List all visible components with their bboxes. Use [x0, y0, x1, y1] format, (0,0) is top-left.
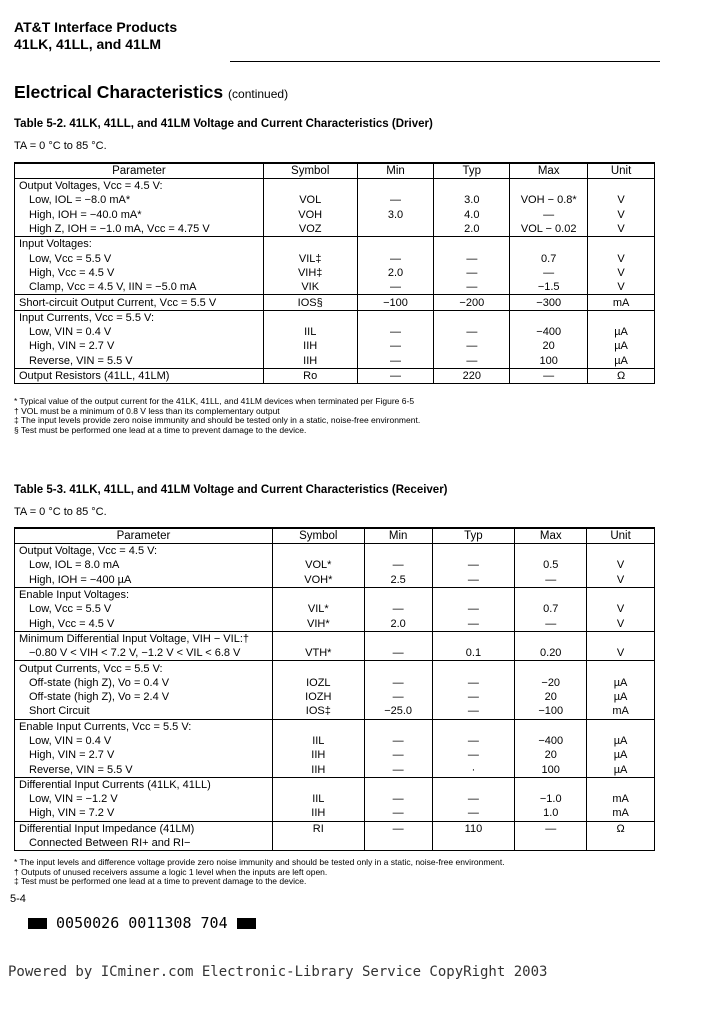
symbol-cell: IIH: [272, 748, 364, 762]
unit-cell: [587, 631, 655, 646]
table2-condition: TA = 0 °C to 85 °C.: [14, 506, 107, 518]
unit-cell: [587, 587, 655, 602]
table-row: [15, 690, 655, 704]
table-row: [15, 836, 655, 851]
typ-cell: [432, 631, 515, 646]
min-cell: —: [357, 251, 434, 265]
min-cell: 2.0: [364, 616, 432, 631]
unit-cell: mA: [587, 792, 655, 806]
min-cell: —: [364, 602, 432, 616]
footer-credit: Powered by ICminer.com Electronic-Library Service CopyRight 2003: [8, 964, 548, 980]
typ-cell: [434, 179, 510, 194]
unit-cell: V: [588, 208, 655, 222]
parameter-cell: Output Voltages, Vcc = 4.5 V:: [15, 179, 264, 194]
min-cell: 2.0: [357, 266, 434, 280]
max-cell: −400: [510, 325, 588, 339]
symbol-cell: IOZH: [272, 690, 364, 704]
typ-cell: —: [432, 602, 515, 616]
parameter-cell: Short Circuit: [15, 704, 273, 719]
parameter-cell: Off-state (high Z), Vo = 2.4 V: [15, 690, 273, 704]
max-cell: −100: [515, 704, 587, 719]
parameter-cell: Low, VIN = 0.4 V: [15, 325, 264, 339]
parameter-cell: Input Currents, Vcc = 5.5 V:: [15, 310, 264, 325]
min-cell: [357, 237, 434, 252]
parameter-cell: High, VIN = 7.2 V: [15, 806, 273, 821]
table1-caption: Table 5-2. 41LK, 41LL, and 41LM Voltage and Current Characteristics (Driver): [14, 118, 433, 130]
typ-cell: [432, 544, 515, 559]
max-cell: VOL − 0.02: [510, 222, 588, 237]
table-row: [15, 544, 655, 559]
min-cell: —: [364, 690, 432, 704]
table-row: [15, 734, 655, 748]
unit-cell: V: [588, 280, 655, 295]
table-row: [15, 661, 655, 676]
table-row: [15, 587, 655, 602]
typ-cell: —: [432, 734, 515, 748]
footnote: ‡ Test must be performed one lead at a time to prevent damage to the device.: [14, 876, 307, 887]
table-row: [15, 821, 655, 836]
max-cell: 1.0: [515, 806, 587, 821]
parameter-cell: High, Vcc = 4.5 V: [15, 616, 273, 631]
min-cell: —: [364, 762, 432, 777]
symbol-cell: Ro: [263, 368, 357, 383]
min-cell: —: [364, 792, 432, 806]
symbol-cell: [272, 777, 364, 792]
table2-header-row: [15, 528, 655, 544]
unit-cell: µA: [587, 676, 655, 690]
max-cell: −20: [515, 676, 587, 690]
column-header: Symbol: [263, 163, 357, 179]
typ-cell: —: [432, 676, 515, 690]
max-cell: [510, 310, 588, 325]
min-cell: —: [364, 821, 432, 836]
symbol-cell: IIH: [272, 762, 364, 777]
column-header: Max: [510, 163, 588, 179]
unit-cell: µA: [588, 339, 655, 353]
typ-cell: [432, 777, 515, 792]
max-cell: [515, 836, 587, 851]
typ-cell: —: [434, 325, 510, 339]
typ-cell: [432, 661, 515, 676]
unit-cell: [587, 661, 655, 676]
footnote: ‡ The input levels provide zero noise immunity and should be tested only in a static, noise-free environment.: [14, 415, 421, 426]
min-cell: [364, 544, 432, 559]
column-header: Parameter: [15, 528, 273, 544]
max-cell: [515, 777, 587, 792]
min-cell: −100: [357, 295, 434, 310]
column-header: Min: [357, 163, 434, 179]
symbol-cell: [263, 237, 357, 252]
unit-cell: [588, 237, 655, 252]
max-cell: 0.7: [510, 251, 588, 265]
table-row: [15, 762, 655, 777]
max-cell: —: [510, 266, 588, 280]
header-rule: [230, 61, 660, 62]
parameter-cell: High, VIN = 2.7 V: [15, 748, 273, 762]
column-header: Unit: [587, 528, 655, 544]
table-row: [15, 339, 655, 353]
header-company: AT&T Interface Products: [14, 19, 178, 35]
min-cell: [357, 310, 434, 325]
min-cell: —: [357, 354, 434, 369]
table-row: [15, 208, 655, 222]
symbol-cell: IIH: [272, 806, 364, 821]
symbol-cell: VOL: [263, 193, 357, 207]
unit-cell: mA: [587, 806, 655, 821]
barcode: [28, 914, 256, 932]
symbol-cell: IIL: [272, 734, 364, 748]
page-title-suffix: (continued): [228, 87, 289, 101]
footnote: § Test must be performed one lead at a time to prevent damage to the device.: [14, 424, 307, 435]
max-cell: —: [515, 821, 587, 836]
max-cell: VOH − 0.8*: [510, 193, 588, 207]
parameter-cell: High, IOH = −400 µA: [15, 573, 273, 588]
typ-cell: —: [432, 616, 515, 631]
max-cell: −300: [510, 295, 588, 310]
parameter-cell: Low, Vcc = 5.5 V: [15, 251, 264, 265]
parameter-cell: Reverse, VIN = 5.5 V: [15, 762, 273, 777]
footnote: * Typical value of the output current for the 41LK, 41LL, and 41LM devices when terminated per Figure 6-5: [14, 396, 415, 406]
unit-cell: Ω: [587, 821, 655, 836]
parameter-cell: Short-circuit Output Current, Vcc = 5.5 V: [15, 295, 264, 310]
column-header: Unit: [588, 163, 655, 179]
table-row: [15, 193, 655, 207]
min-cell: —: [364, 748, 432, 762]
min-cell: —: [357, 368, 434, 383]
typ-cell: —: [434, 280, 510, 295]
unit-cell: V: [587, 573, 655, 588]
table-row: [15, 368, 655, 383]
min-cell: —: [364, 646, 432, 661]
min-cell: [364, 661, 432, 676]
table1-condition: TA = 0 °C to 85 °C.: [14, 140, 107, 152]
unit-cell: [587, 719, 655, 734]
min-cell: —: [357, 193, 434, 207]
page-title: [14, 82, 288, 103]
footnote: * The input levels and difference voltage provide zero noise immunity and should be tested only in a static, noise-free environment.: [14, 857, 505, 867]
typ-cell: 4.0: [434, 208, 510, 222]
max-cell: 0.7: [515, 602, 587, 616]
typ-cell: —: [434, 251, 510, 265]
table-row: [15, 748, 655, 762]
symbol-cell: VIL‡: [263, 251, 357, 265]
unit-cell: mA: [587, 704, 655, 719]
parameter-cell: Low, Vcc = 5.5 V: [15, 602, 273, 616]
table-row: [15, 719, 655, 734]
column-header: Typ: [434, 163, 510, 179]
typ-cell: 3.0: [434, 193, 510, 207]
parameter-cell: Off-state (high Z), Vo = 0.4 V: [15, 676, 273, 690]
typ-cell: [432, 836, 515, 851]
min-cell: [364, 587, 432, 602]
unit-cell: V: [587, 616, 655, 631]
symbol-cell: [263, 310, 357, 325]
typ-cell: ·: [432, 762, 515, 777]
page-number: 5-4: [10, 893, 26, 905]
typ-cell: —: [432, 704, 515, 719]
parameter-cell: Enable Input Voltages:: [15, 587, 273, 602]
max-cell: −1.5: [510, 280, 588, 295]
typ-cell: —: [432, 690, 515, 704]
page-title-text: Electrical Characteristics: [14, 82, 224, 102]
symbol-cell: VOH: [263, 208, 357, 222]
symbol-cell: IIL: [272, 792, 364, 806]
table-row: [15, 616, 655, 631]
parameter-cell: Connected Between RI+ and RI−: [15, 836, 273, 851]
max-cell: [515, 587, 587, 602]
min-cell: [357, 222, 434, 237]
symbol-cell: IOZL: [272, 676, 364, 690]
symbol-cell: IOS§: [263, 295, 357, 310]
barcode-block-left: [28, 918, 47, 929]
max-cell: [515, 719, 587, 734]
unit-cell: [588, 179, 655, 194]
table-row: [15, 325, 655, 339]
parameter-cell: Output Voltage, Vcc = 4.5 V:: [15, 544, 273, 559]
min-cell: [357, 179, 434, 194]
footnote: † VOL must be a minimum of 0.8 V less than its complementary output: [14, 405, 280, 416]
min-cell: [364, 719, 432, 734]
symbol-cell: VIL*: [272, 602, 364, 616]
unit-cell: V: [588, 251, 655, 265]
max-cell: 100: [515, 762, 587, 777]
document-header: [14, 19, 177, 53]
table-row: [15, 295, 655, 310]
table-row: [15, 631, 655, 646]
parameter-cell: Low, VIN = 0.4 V: [15, 734, 273, 748]
parameter-cell: Minimum Differential Input Voltage, VIH − VIL:†: [15, 631, 273, 646]
min-cell: —: [364, 734, 432, 748]
table-row: [15, 251, 655, 265]
column-header: Min: [364, 528, 432, 544]
symbol-cell: VIH‡: [263, 266, 357, 280]
table-row: [15, 646, 655, 661]
table2-caption: Table 5-3. 41LK, 41LL, and 41LM Voltage and Current Characteristics (Receiver): [14, 484, 448, 496]
typ-cell: [432, 587, 515, 602]
max-cell: —: [515, 573, 587, 588]
parameter-cell: High, IOH = −40.0 mA*: [15, 208, 264, 222]
symbol-cell: IIH: [263, 354, 357, 369]
unit-cell: µA: [587, 748, 655, 762]
unit-cell: µA: [588, 354, 655, 369]
max-cell: [515, 544, 587, 559]
max-cell: 20: [515, 748, 587, 762]
typ-cell: —: [432, 573, 515, 588]
header-devices: 41LK, 41LL, and 41LM: [14, 36, 162, 52]
max-cell: —: [515, 616, 587, 631]
min-cell: [364, 631, 432, 646]
parameter-cell: Reverse, VIN = 5.5 V: [15, 354, 264, 369]
symbol-cell: RI: [272, 821, 364, 836]
symbol-cell: VOZ: [263, 222, 357, 237]
parameter-cell: −0.80 V < VIH < 7.2 V, −1.2 V < VIL < 6.8 V: [15, 646, 273, 661]
max-cell: —: [510, 208, 588, 222]
min-cell: −25.0: [364, 704, 432, 719]
parameter-cell: Enable Input Currents, Vcc = 5.5 V:: [15, 719, 273, 734]
symbol-cell: VOL*: [272, 558, 364, 572]
max-cell: —: [510, 368, 588, 383]
column-header: Symbol: [272, 528, 364, 544]
typ-cell: [432, 719, 515, 734]
typ-cell: 2.0: [434, 222, 510, 237]
symbol-cell: IOS‡: [272, 704, 364, 719]
table-row: [15, 280, 655, 295]
typ-cell: —: [432, 558, 515, 572]
symbol-cell: VTH*: [272, 646, 364, 661]
symbol-cell: VIH*: [272, 616, 364, 631]
typ-cell: —: [432, 748, 515, 762]
symbol-cell: IIH: [263, 339, 357, 353]
table1-header-row: [15, 163, 655, 179]
max-cell: 20: [515, 690, 587, 704]
table-row: [15, 777, 655, 792]
max-cell: 0.20: [515, 646, 587, 661]
table-row: [15, 310, 655, 325]
table2-notes: [14, 858, 505, 887]
table1-driver-characteristics: [14, 162, 655, 384]
table-row: [15, 573, 655, 588]
typ-cell: —: [432, 792, 515, 806]
parameter-cell: Output Resistors (41LL, 41LM): [15, 368, 264, 383]
parameter-cell: High, VIN = 2.7 V: [15, 339, 264, 353]
max-cell: [510, 237, 588, 252]
typ-cell: [434, 310, 510, 325]
unit-cell: V: [587, 646, 655, 661]
typ-cell: 0.1: [432, 646, 515, 661]
unit-cell: µA: [587, 734, 655, 748]
min-cell: —: [357, 325, 434, 339]
symbol-cell: IIL: [263, 325, 357, 339]
parameter-cell: Low, VIN = −1.2 V: [15, 792, 273, 806]
min-cell: 3.0: [357, 208, 434, 222]
parameter-cell: Differential Input Impedance (41LM): [15, 821, 273, 836]
typ-cell: —: [432, 806, 515, 821]
max-cell: 20: [510, 339, 588, 353]
unit-cell: V: [588, 222, 655, 237]
unit-cell: [587, 544, 655, 559]
parameter-cell: Input Voltages:: [15, 237, 264, 252]
parameter-cell: High, Vcc = 4.5 V: [15, 266, 264, 280]
unit-cell: [587, 777, 655, 792]
footnote: † Outputs of unused receivers assume a logic 1 level when the inputs are left open.: [14, 866, 328, 877]
table2-receiver-characteristics: [14, 527, 655, 851]
parameter-cell: Differential Input Currents (41LK, 41LL): [15, 777, 273, 792]
min-cell: [364, 777, 432, 792]
parameter-cell: High Z, IOH = −1.0 mA, Vcc = 4.75 V: [15, 222, 264, 237]
typ-cell: —: [434, 339, 510, 353]
min-cell: [364, 836, 432, 851]
symbol-cell: [272, 631, 364, 646]
unit-cell: V: [587, 558, 655, 572]
symbol-cell: VOH*: [272, 573, 364, 588]
table-row: [15, 806, 655, 821]
max-cell: 0.5: [515, 558, 587, 572]
unit-cell: µA: [587, 762, 655, 777]
table-row: [15, 602, 655, 616]
typ-cell: —: [434, 266, 510, 280]
min-cell: —: [364, 676, 432, 690]
max-cell: 100: [510, 354, 588, 369]
unit-cell: [587, 836, 655, 851]
max-cell: [515, 661, 587, 676]
barcode-text: 0050026 0011308 704: [56, 914, 228, 932]
unit-cell: [588, 310, 655, 325]
table-row: [15, 266, 655, 280]
typ-cell: [434, 237, 510, 252]
symbol-cell: [272, 587, 364, 602]
symbol-cell: [272, 836, 364, 851]
typ-cell: 220: [434, 368, 510, 383]
typ-cell: —: [434, 354, 510, 369]
symbol-cell: [272, 544, 364, 559]
max-cell: [510, 179, 588, 194]
column-header: Max: [515, 528, 587, 544]
parameter-cell: Low, IOL = −8.0 mA*: [15, 193, 264, 207]
table-row: [15, 704, 655, 719]
unit-cell: V: [588, 193, 655, 207]
table-row: [15, 237, 655, 252]
table-row: [15, 676, 655, 690]
min-cell: —: [357, 339, 434, 353]
column-header: Typ: [432, 528, 515, 544]
table-row: [15, 558, 655, 572]
column-header: Parameter: [15, 163, 264, 179]
min-cell: —: [357, 280, 434, 295]
min-cell: —: [364, 558, 432, 572]
unit-cell: Ω: [588, 368, 655, 383]
unit-cell: µA: [587, 690, 655, 704]
max-cell: −400: [515, 734, 587, 748]
barcode-block-right: [237, 918, 256, 929]
table-row: [15, 222, 655, 237]
unit-cell: V: [588, 266, 655, 280]
typ-cell: −200: [434, 295, 510, 310]
table-row: [15, 792, 655, 806]
typ-cell: 110: [432, 821, 515, 836]
max-cell: [515, 631, 587, 646]
table-row: [15, 179, 655, 194]
symbol-cell: VIK: [263, 280, 357, 295]
parameter-cell: Output Currents, Vcc = 5.5 V:: [15, 661, 273, 676]
unit-cell: µA: [588, 325, 655, 339]
parameter-cell: Clamp, Vcc = 4.5 V, IIN = −5.0 mA: [15, 280, 264, 295]
min-cell: —: [364, 806, 432, 821]
parameter-cell: Low, IOL = 8.0 mA: [15, 558, 273, 572]
symbol-cell: [263, 179, 357, 194]
table-row: [15, 354, 655, 369]
symbol-cell: [272, 719, 364, 734]
max-cell: −1.0: [515, 792, 587, 806]
unit-cell: V: [587, 602, 655, 616]
table1-notes: [14, 397, 420, 435]
min-cell: 2.5: [364, 573, 432, 588]
unit-cell: mA: [588, 295, 655, 310]
symbol-cell: [272, 661, 364, 676]
